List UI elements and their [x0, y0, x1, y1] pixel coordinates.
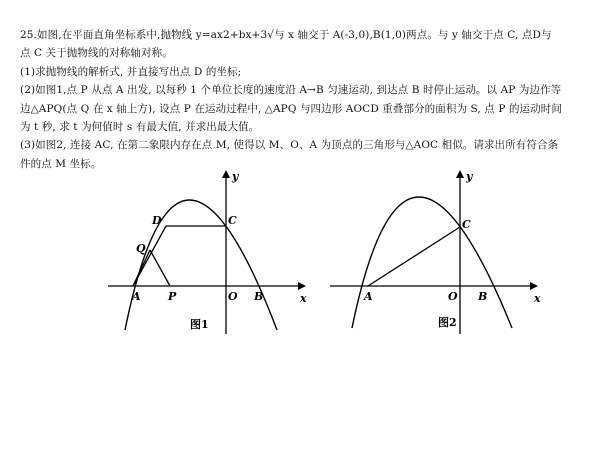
- fig1-segment-qp: [150, 250, 170, 286]
- problem-line-6: 为 t 秒, 求 t 为何值时 s 有最大值, 并求出最大值。: [20, 121, 260, 134]
- fig2-label-c: C: [462, 218, 471, 231]
- fig2-caption: 图2: [438, 316, 457, 329]
- fig1-segment-aq: [133, 250, 150, 286]
- fig2-y-arrow: [456, 170, 464, 178]
- fig1-label-x: x: [300, 292, 307, 305]
- fig2-label-x: x: [534, 292, 541, 305]
- fig1-y-arrow: [222, 170, 230, 178]
- problem-line-8: 件的点 M 坐标。: [20, 157, 102, 170]
- figure-2: [322, 160, 548, 340]
- fig1-label-a: A: [132, 290, 141, 303]
- fig1-label-p: P: [168, 290, 177, 303]
- fig1-label-q: Q: [136, 242, 146, 255]
- figure-1: [100, 160, 320, 340]
- fig2-label-b: B: [478, 290, 488, 303]
- fig1-caption: 图1: [190, 318, 209, 331]
- fig1-label-b: B: [254, 290, 264, 303]
- fig1-parabola: [125, 200, 277, 330]
- fig2-label-o: O: [448, 290, 458, 303]
- fig2-segment-ac: [368, 227, 460, 286]
- fig2-label-y: y: [466, 170, 473, 183]
- figure-2-svg: [322, 160, 548, 340]
- fig1-label-o: O: [228, 290, 238, 303]
- fig1-label-c: C: [228, 214, 237, 227]
- problem-line-7: (3)如图2, 连接 AC, 在第二象限内存在点 M, 使得以 M、O、A 为顶点的三角形与△AOC 相似。请求出所有符合条: [20, 139, 559, 152]
- fig2-parabola: [352, 197, 512, 328]
- problem-line-1: 25.如图,在平面直角坐标系中,抛物线 y=ax2+bx+3√与 x 轴交于 A(-3,0),B(1,0)两点。与 y 轴交于点 C, 点D与: [20, 29, 552, 41]
- problem-line-4: (2)如图1,点 P 从点 A 出发, 以每秒 1 个单位长度的速度沿 A→B 匀速运动, 到达点 B 时停止运动。以 AP 为边作等: [20, 84, 562, 97]
- fig1-label-y: y: [232, 170, 239, 183]
- fig2-label-a: A: [364, 290, 373, 303]
- problem-text: [20, 26, 576, 173]
- problem-line-5: 边△APQ(点 Q 在 x 轴上方), 设点 P 在运动过程中, △APQ 与四边形 AOCD 重叠部分的面积为 S, 点 P 的运动时间: [20, 102, 562, 115]
- figure-1-svg: [100, 160, 320, 340]
- problem-line-3: (1)求抛物线的解析式, 并直接写出点 D 的坐标;: [20, 65, 242, 78]
- fig2-x-arrow: [530, 282, 538, 290]
- problem-line-2: 点 C 关于抛物线的对称轴对称。: [20, 47, 173, 60]
- fig1-label-d: D: [152, 214, 162, 227]
- fig1-x-arrow: [298, 282, 306, 290]
